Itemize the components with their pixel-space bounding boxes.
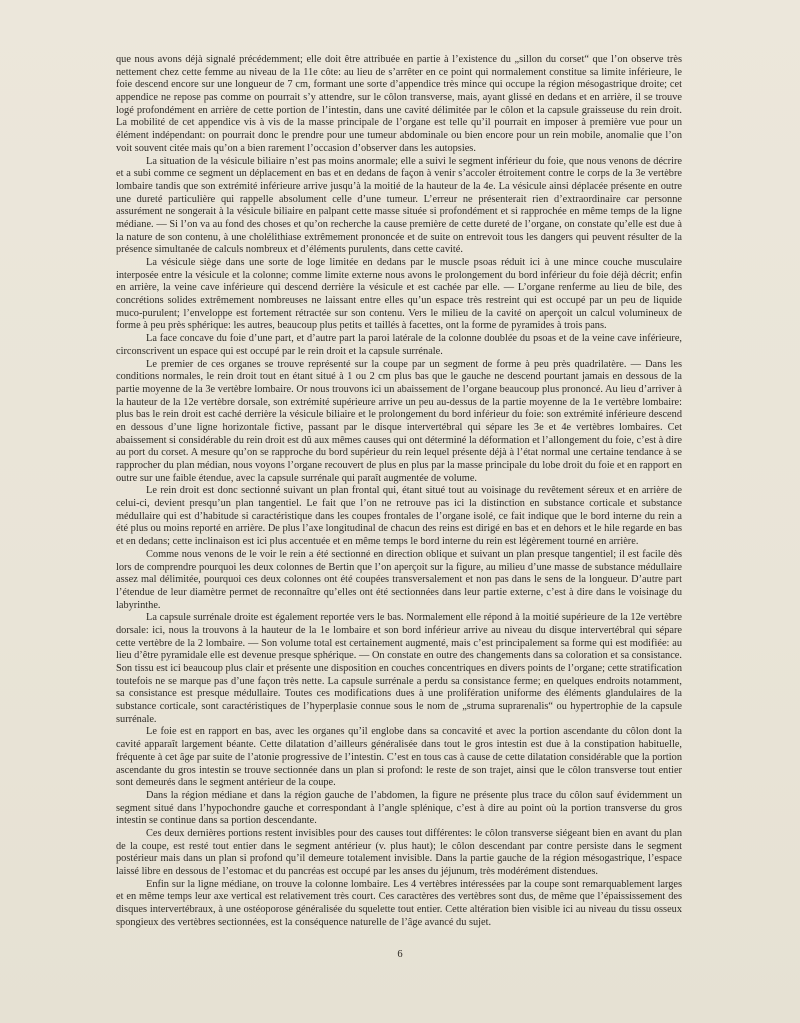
paragraph-1: que nous avons déjà signalé précédemment; elle doit être attribuée en partie à l’existence du „sillon du corset“ que l’on observe très nettement chez cette femme au niveau de la 11e côte: au lieu de s’arrêter en ce point qui normalement constitue sa limite inférieure, le foie descend encore sur une longueur de 7 cm, formant une sorte d’appendice très mince qui occupe la région mésogastrique droite; cet appendice ne repose pas comme on pourrait s’y attendre, sur le côlon transverse, mais, ayant glissé en dedans et en arrière, il se trouve logé profondément en arrière de cette portion de l’intestin, dans une cavité délimitée par le côlon et la capsule graisseuse du rein droit. La mobilité de cet appendice vis à vis de la masse principale de l’organe est telle qu’il pourrait en imposer à première vue pour un élément indépendant: on pourrait donc le prendre pour une tumeur abdominale ou bien encore pour un rein mobile, anomalie que l’on voit souvent citée mais qu’on a bien rarement l’occasion d’observer dans les autopsies. (116, 54, 682, 154)
paragraph-3: La vésicule siège dans une sorte de loge limitée en dedans par le muscle psoas réduit ici à une mince couche musculaire interposée entre la vésicule et la colonne; comme limite externe nous avons le prolongement du bord inférieur du foie déjà décrit; enfin en arrière, la veine cave inférieure qui descend derrière la vésicule et est cachée par elle. — L’organe renferme au lieu de bile, des concrétions solides extrêmement nombreuses ne laissant entre elles qu’un espace très restreint qui est occupé par un peu de liquide muco-purulent; l’enveloppe est fortement rétractée sur son contenu. Vers le milieu de la cavité on aperçoit un calcul volumineux de forme à peu près sphérique: les autres, beaucoup plus petits et taillés à facettes, ont la forme de pyramides à trois pans. (116, 257, 682, 332)
paragraph-7: Comme nous venons de le voir le rein a été sectionné en direction oblique et suivant un plan presque tangentiel; il est facile dès lors de comprendre pourquoi les deux colonnes de Bertin que l’on aperçoit sur la figure, au milieu d’une masse de substance médullaire assez mal délimitée, pourquoi ces deux colonnes ont été coupées transversalement et non pas dans le sens de la longueur. D’autre part l’étendue de leur diamètre permet de reconnaître qu’elles ont été sectionnées dans leur partie externe, c’est à dire dans le voisinage du labyrinthe. (116, 548, 682, 611)
paragraph-2: La situation de la vésicule biliaire n’est pas moins anormale; elle a suivi le segment inférieur du foie, que nous venons de décrire et a subi comme ce segment un déplacement en bas et en dedans de façon à venir s’accoler étroitement contre le corps de la 3e vertèbre lombaire tandis que son extrémité inférieure arrive jusqu’à la moitié de la hauteur de la 4e. La vésicule ainsi déplacée présente en outre une dureté particulière qui rappelle absolument celle d’une tumeur. L’erreur ne présenterait rien d’extraordinaire car personne assurément ne songerait à la vésicule biliaire en palpant cette masse située si profondément et si rapprochée en même temps de la ligne médiane. — Si l’on va au fond des choses et qu’on recherche la cause première de cette dureté de l’organe, on constate qu’elle est due à la nature de son contenu, à une cholélithiase extrêmement prononcée et de suite on entrevoit tous les dangers qui peuvent résulter de la présence simultanée de calculs nombreux et d’éléments purulents, dans cette cavité. (116, 155, 682, 256)
paragraph-6: Le rein droit est donc sectionné suivant un plan frontal qui, étant situé tout au voisinage du revêtement séreux et en arrière de celui-ci, devient presqu’un plan tangentiel. Le fait que l’on ne retrouve pas ici la distinction en substance corticale et substance médullaire qui est d’habitude si caractéristique dans les coupes frontales de l’organe isolé, ce fait indique que le bord interne du rein a été plus ou moins reporté en arrière. De plus l’axe longitudinal de chacun des reins est dirigé en bas et en dehors et le hile regarde en bas et en dedans; cette inclinaison est ici plus accentuée et en même temps le bord interne du rein est légèrement tourné en arrière. (116, 485, 682, 548)
paragraph-11: Ces deux dernières portions restent invisibles pour des causes tout différentes: le côlon transverse siégeant bien en avant du plan de la coupe, est resté tout entier dans le segment antérieur (v. plus haut); le côlon descendant par contre persiste dans le segment postérieur mais dans un plan si profond qu’il demeure totalement invisible. Dans la partie gauche de la région mésogastrique, l’espace laissé libre en dessous de l’estomac et du pancréas est occupé par les anses du jéjunum, très modérément distendues. (116, 827, 682, 877)
paragraph-12: Enfin sur la ligne médiane, on trouve la colonne lombaire. Les 4 vertèbres intéressées par la coupe sont remarquablement larges et en même temps leur axe vertical est relativement très court. Ces caractères des vertèbres sont dus, de même que l’épaississement des disques intervertébraux, à une ostéoporose généralisée du squelette tout entier. Cette altération bien visible ici au niveau du tissu osseux spongieux des vertèbres sectionnées, est la conséquence naturelle de l’âge avancé du sujet. (116, 878, 682, 928)
page-number: 6 (397, 949, 403, 960)
paragraph-10: Dans la région médiane et dans la région gauche de l’abdomen, la figure ne présente plus trace du côlon sauf évidemment un segment situé dans l’hypochondre gauche et correspondant à l’angle splénique, c’est à dire au point où la portion transverse du gros intestin se continue dans sa portion descendante. (116, 789, 682, 827)
paragraph-4: La face concave du foie d’une part, et d’autre part la paroi latérale de la colonne doublée du psoas et de la veine cave inférieure, circonscrivent un espace qui est occupé par le rein droit et la capsule surrénale. (116, 333, 682, 357)
paragraph-5: Le premier de ces organes se trouve représenté sur la coupe par un segment de forme à peu près quadrilatère. — Dans les conditions normales, le rein droit tout en étant situé à 1 ou 2 cm plus bas que le gauche ne descend pourtant jamais en dessous de la partie moyenne de la 3e vertèbre lombaire. Or nous trouvons ici un abaissement de l’organe beaucoup plus prononcé. Au lieu d’arriver à la hauteur de la 12e vertèbre dorsale, son extrémité supérieure arrive un peu au-dessus de la partie moyenne de la 1e vertèbre lombaire: plus bas le rein droit est caché derrière la vésicule biliaire et le prolongement du bord inférieur du foie: son extrémité inférieure descend en dessous d’une ligne horizontale fictive, passant par le disque intervertébral qui sépare les 3e et 4e vertèbres lombaires. Cet abaissement si considérable du rein droit est dû aux mêmes causes qui ont déterminé la déformation et l’allongement du foie, c’est à dire au port du corset. A mesure qu’on se rapproche du bord supérieur du rein lequel présente déjà à l’état normal une certaine tendance à se rapprocher du plan médian, nous voyons l’organe recouvert de plus en plus par la masse principale du lobe droit du foie et en rapport en outre sur une faible étendue, avec la capsule surrénale qui paraît augmentée de volume. (116, 358, 682, 484)
paragraph-9: Le foie est en rapport en bas, avec les organes qu’il englobe dans sa concavité et avec la portion ascendante du côlon dont la cavité apparaît largement béante. Cette dilatation d’ailleurs généralisée dans tout le gros intestin est due à la constipation habituelle, fréquente à cet âge par suite de l’atonie progressive de l’intestin. C’est en tous cas à cause de cette dilatation considérable que la portion ascendante du gros intestin se trouve sectionnée dans un plan si profond: le reste de son trajet, ainsi que le côlon transverse tout entier sont demeurés dans le segment antérieur de la coupe. (116, 726, 682, 789)
paragraph-8: La capsule surrénale droite est également reportée vers le bas. Normalement elle répond à la moitié supérieure de la 12e vertèbre dorsale: ici, nous la trouvons à la hauteur de la 1e lombaire et son bord inférieur arrive au niveau du disque intervertébral qui sépare cette vertèbre de la 2 lombaire. — Son volume total est certainement augmenté, mais c’est principalement sa forme qui est modifiée: au lieu d’être pyramidale elle est devenue presque sphérique. — On constate en outre des changements dans sa coloration et sa consistance. Son tissu est ici beaucoup plus clair et présente une disposition en couches concentriques en divers points de l’organe; cette stratification toutefois ne se marque pas d’une façon très nette. La capsule surrénale a perdu sa consistance ferme; en quelques endroits notamment, sa consistance est presque médullaire. Toutes ces modifications dues à une prolifération uniforme des éléments glandulaires de la substance corticale, sont caractéristiques de l’hyperplasie connue sous le nom de „struma suprarenalis“ ou hypertrophie de la capsule surrénale. (116, 612, 682, 725)
body-text (116, 54, 682, 929)
